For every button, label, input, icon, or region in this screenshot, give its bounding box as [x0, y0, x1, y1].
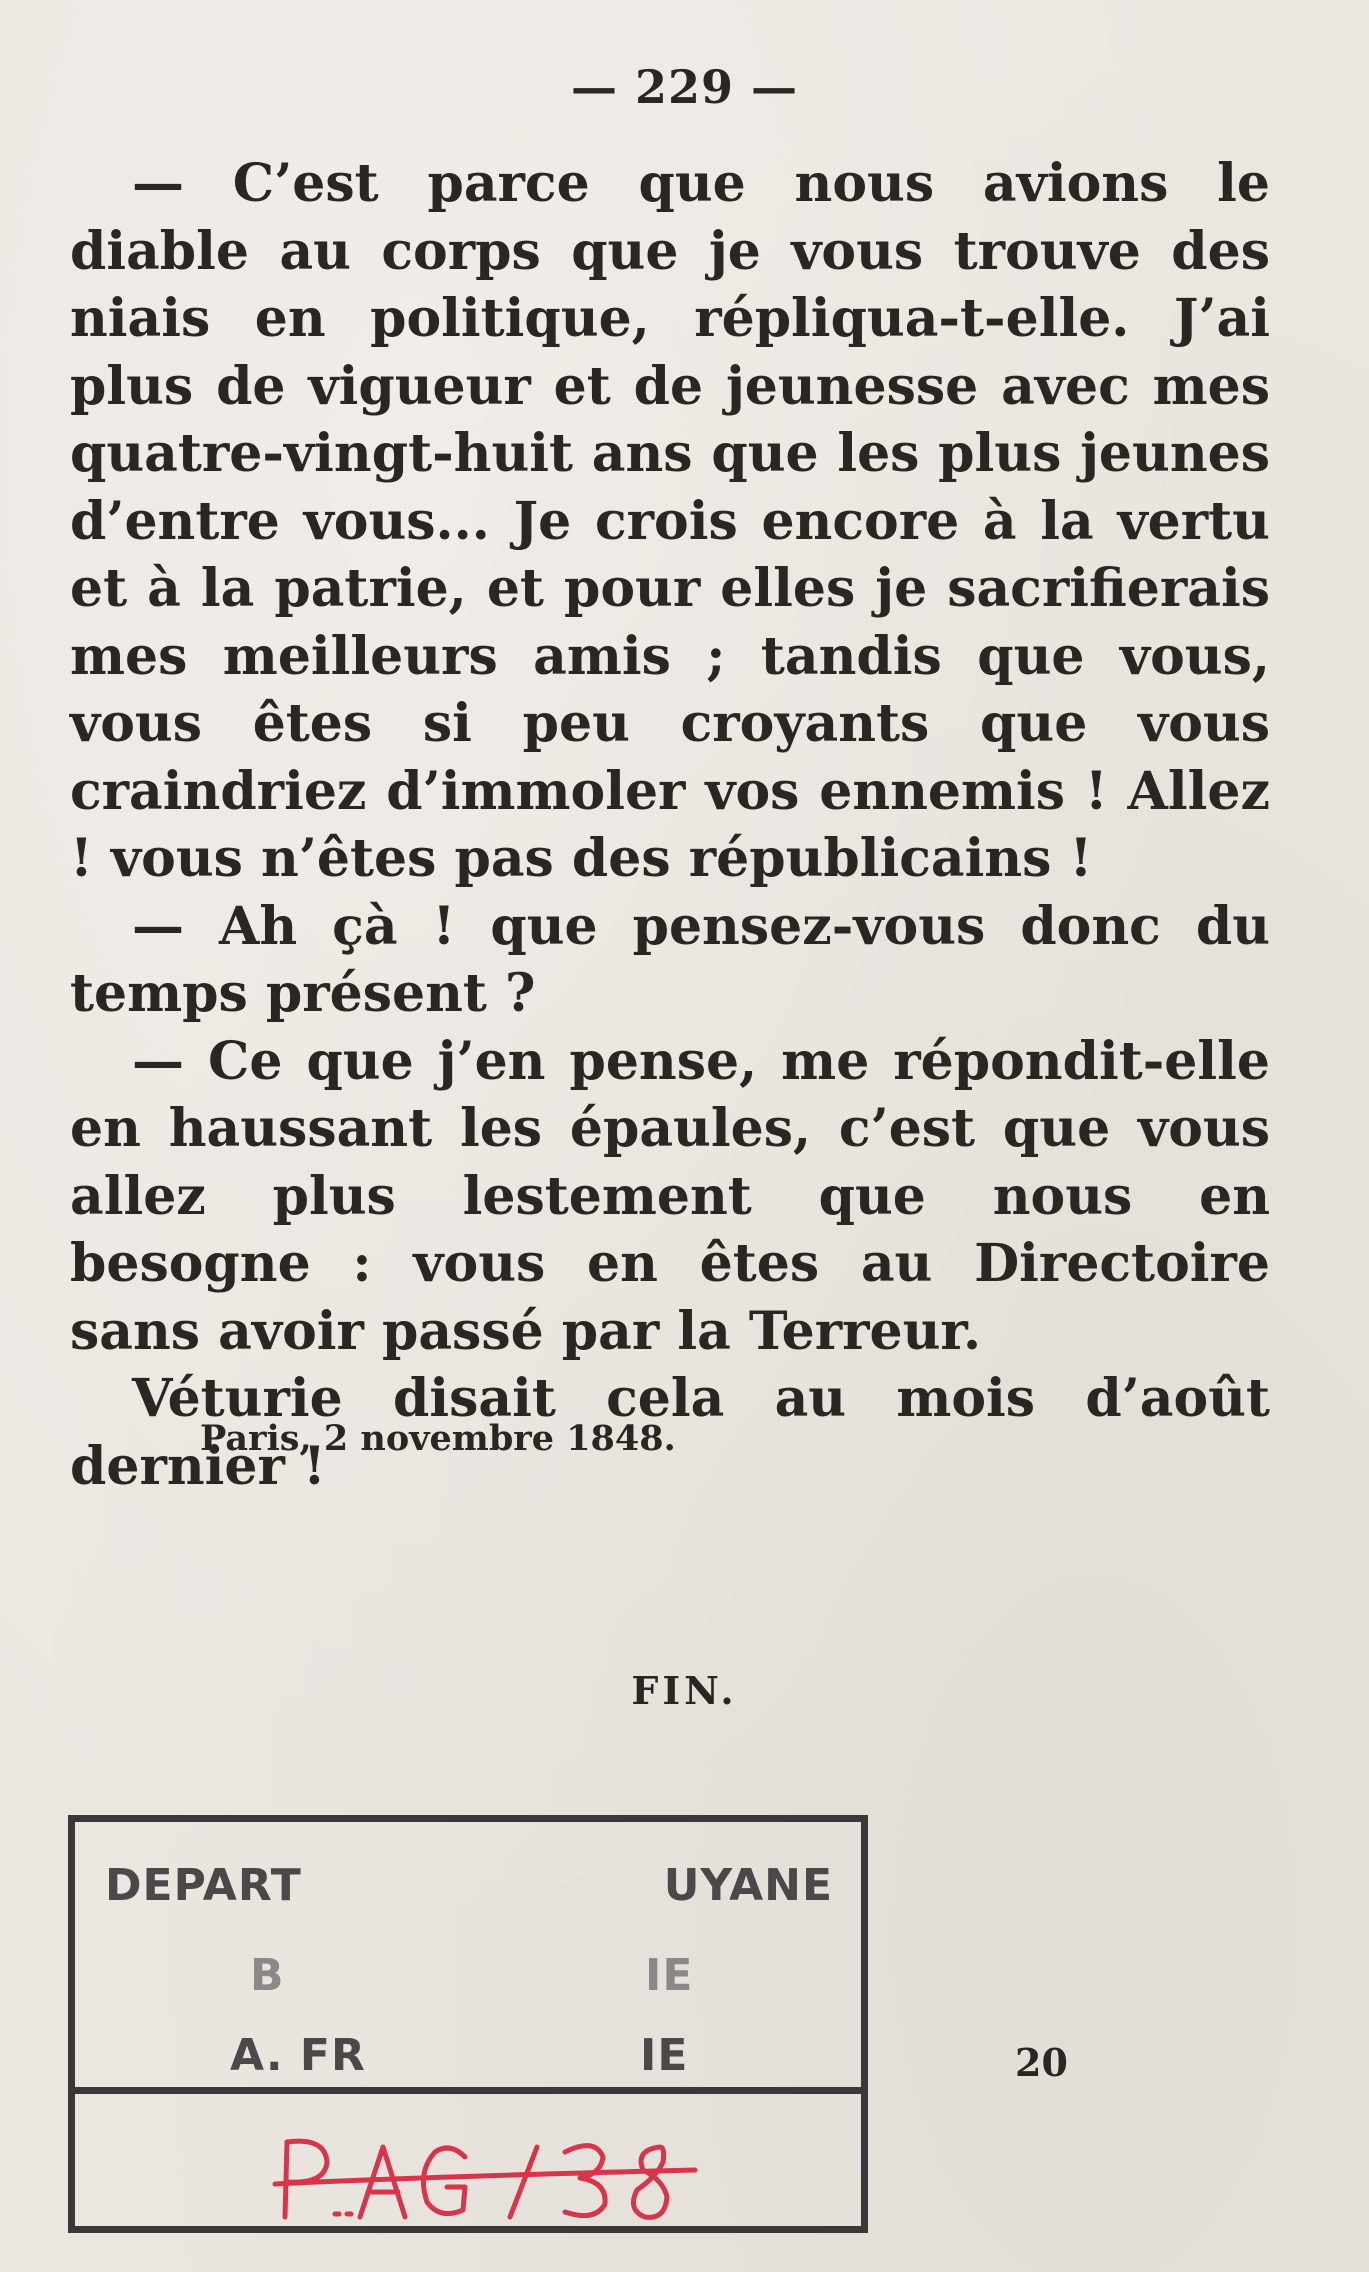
paragraph: — C’est parce que nous avions le diable au corps que je vous trouve des niais en politique, répliqua-t-elle. J’ai plus de vigueur et de jeunesse avec mes quatre-vingt-huit ans que les plus jeunes d’entre vous... Je crois encore à la vertu et à la patrie, et pour elles je sacrifierais mes meilleurs amis ; tandis que vous, vous êtes si peu croyants que vous craindriez d’immoler vos ennemis ! Allez ! vous n’êtes pas des républicains !: [70, 153, 1270, 889]
stamp-text: A. FR: [230, 2030, 366, 2081]
library-stamp: [68, 1815, 868, 2233]
paragraph: Véturie disait cela au mois d’août dernier !: [70, 1368, 1270, 1497]
stamp-text: B: [250, 1950, 285, 2001]
stamp-text: UYANE: [663, 1860, 833, 1911]
page-number: — 229 —: [570, 60, 799, 114]
stamp-text: IE: [640, 2030, 689, 2081]
stamp-text: IE: [645, 1950, 694, 2001]
signature-folio: 20: [1015, 2040, 1068, 2085]
paragraph: — Ce que j’en pense, me répondit-elle en haussant les épaules, c’est que vous allez plus lestement que nous en besogne : vous en êtes au Directoire sans avoir passé par la Terreur.: [70, 1030, 1270, 1362]
stamp-upper-panel: [75, 1822, 861, 2094]
paragraph: — Ah çà ! que pensez-vous donc du temps présent ?: [70, 895, 1270, 1024]
handwritten-shelfmark: [265, 2122, 725, 2232]
fin-label: FIN.: [631, 1668, 738, 1713]
dateline: Paris, 2 novembre 1848.: [200, 1418, 676, 1459]
body-text: [70, 150, 1270, 1500]
stamp-text: DEPART: [105, 1860, 302, 1911]
